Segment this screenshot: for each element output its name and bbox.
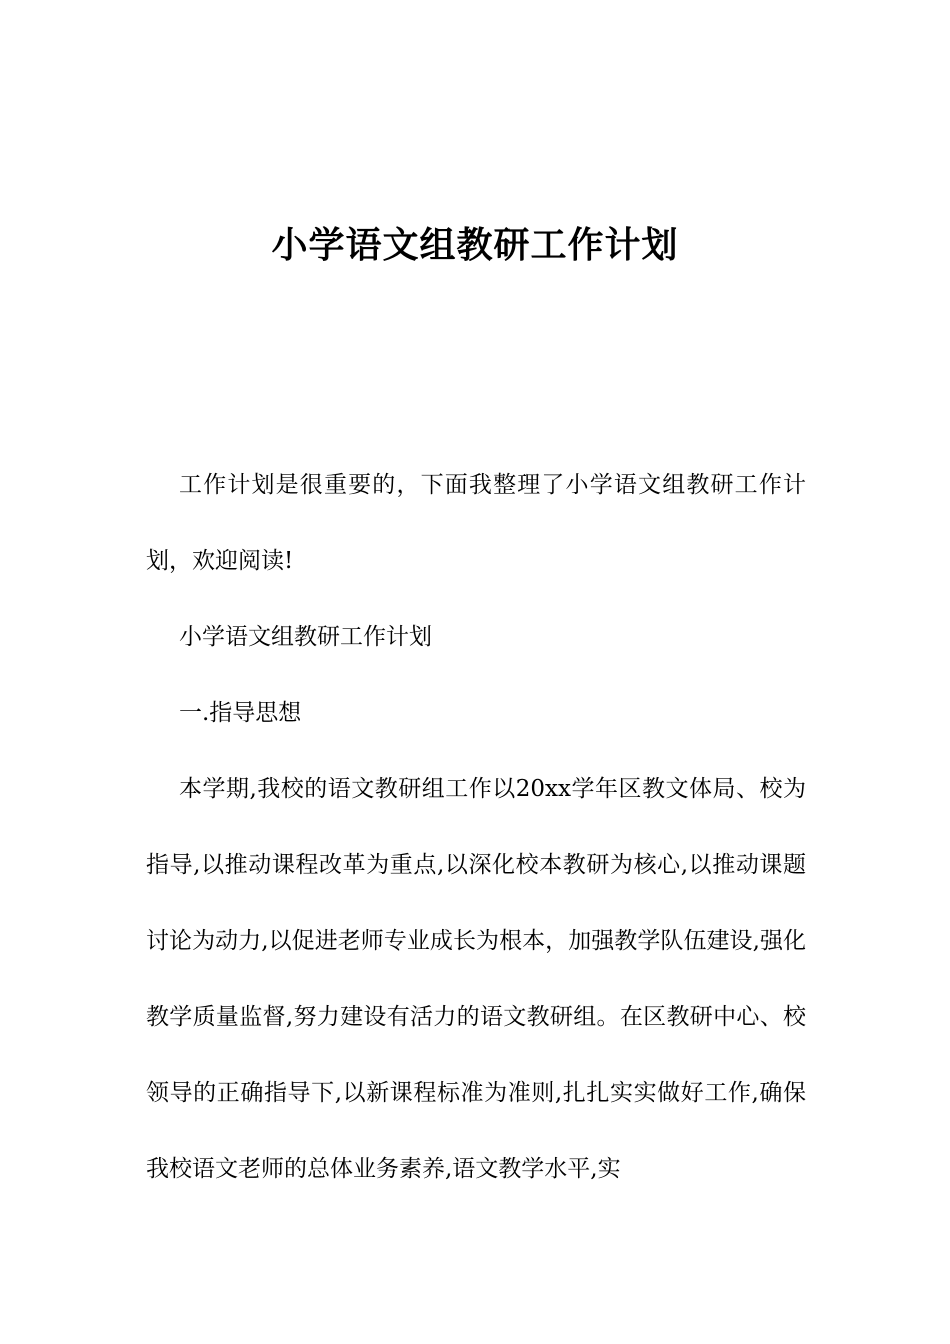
intro-paragraph: 工作计划是很重要的，下面我整理了小学语文组教研工作计划，欢迎阅读! xyxy=(146,472,806,574)
subsection-heading: 一.指导思想 xyxy=(179,700,302,726)
guidance-paragraph: 本学期,我校的语文教研组工作以20xx学年区教文体局、校为指导,以推动课程改革为重点,以深化校本教研为核心,以推动课题讨论为动力,以促进老师专业成长为根本，加强教学队伍建设,强化教学质量监督,努力建设有活力的语文教研组。在区教研中心、校领导的正确指导下,以新课程标准为准则,扎扎实实做好工作,确保我校语文老师的总体业务素养,语文教学水平,实 xyxy=(146,776,806,1182)
document-body xyxy=(146,447,806,1207)
document-title: 小学语文组教研工作计划 xyxy=(271,225,679,266)
section-heading: 小学语文组教研工作计划 xyxy=(179,624,432,650)
